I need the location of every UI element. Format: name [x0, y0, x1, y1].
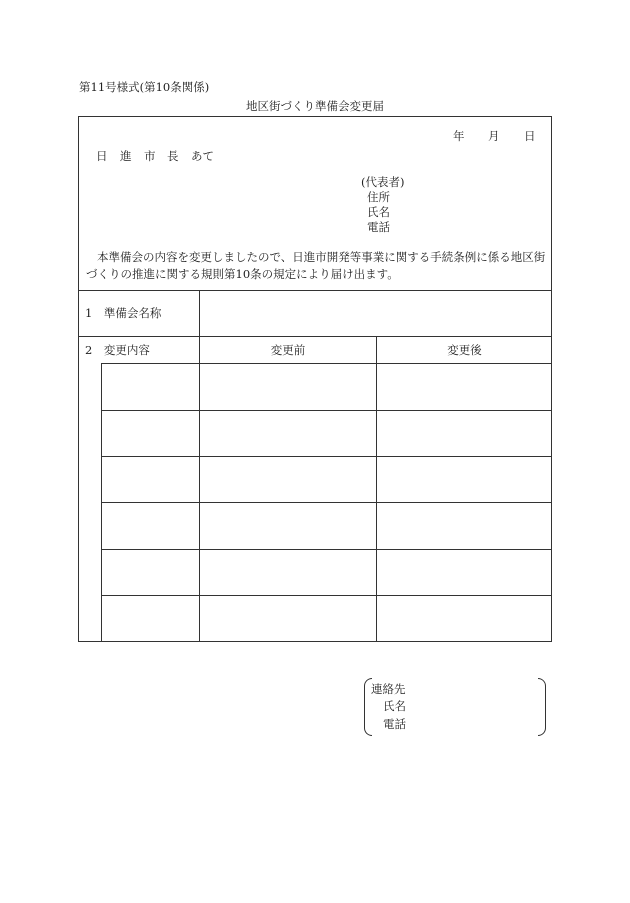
before-change-header: 変更前 — [270, 343, 306, 357]
date-month-label: 月 — [488, 129, 500, 143]
date-day-label: 日 — [524, 129, 536, 143]
phone-label: 電話 — [367, 220, 390, 234]
name-label: 氏名 — [367, 205, 390, 219]
contact-phone-label: 電話 — [383, 717, 406, 731]
addressee-char: 進 — [120, 149, 132, 163]
date-year-label: 年 — [453, 129, 465, 143]
table-column-divider — [199, 290, 200, 642]
representative-label: (代表者) — [361, 175, 405, 189]
form-frame — [78, 116, 552, 642]
addressee-char: 日 — [96, 149, 108, 163]
statement-text: 本準備会の内容を変更しましたので、日進市開発等事業に関する手続条例に係る地区街づくりの推進に関する規則第10条の規定により届け出ます。 — [86, 250, 546, 281]
contact-label: 連絡先 — [371, 682, 406, 696]
table-row-divider — [101, 502, 552, 503]
table-row-divider — [101, 410, 552, 411]
table-row-divider — [101, 595, 552, 596]
form-number: 第11号様式(第10条関係) — [79, 80, 210, 94]
table-row-divider — [101, 549, 552, 550]
after-change-header: 変更後 — [447, 343, 482, 357]
form-title: 地区街づくり準備会変更届 — [246, 99, 384, 113]
table-row-divider — [101, 456, 552, 457]
bracket-right — [538, 678, 546, 736]
change-content-label: 2 変更内容 — [85, 343, 150, 357]
addressee-char: 長 — [167, 149, 179, 163]
table-row-divider — [101, 363, 552, 364]
addressee-char: 市 — [144, 149, 156, 163]
table-top-border — [78, 290, 552, 291]
contact-box — [364, 678, 546, 736]
group-name-label: 1 準備会名称 — [85, 306, 162, 320]
addressee-suffix: あて — [191, 149, 214, 163]
contact-name-label: 氏名 — [383, 699, 406, 713]
table-row-divider — [78, 336, 552, 337]
table-column-divider — [376, 336, 377, 642]
address-label: 住所 — [367, 190, 390, 204]
